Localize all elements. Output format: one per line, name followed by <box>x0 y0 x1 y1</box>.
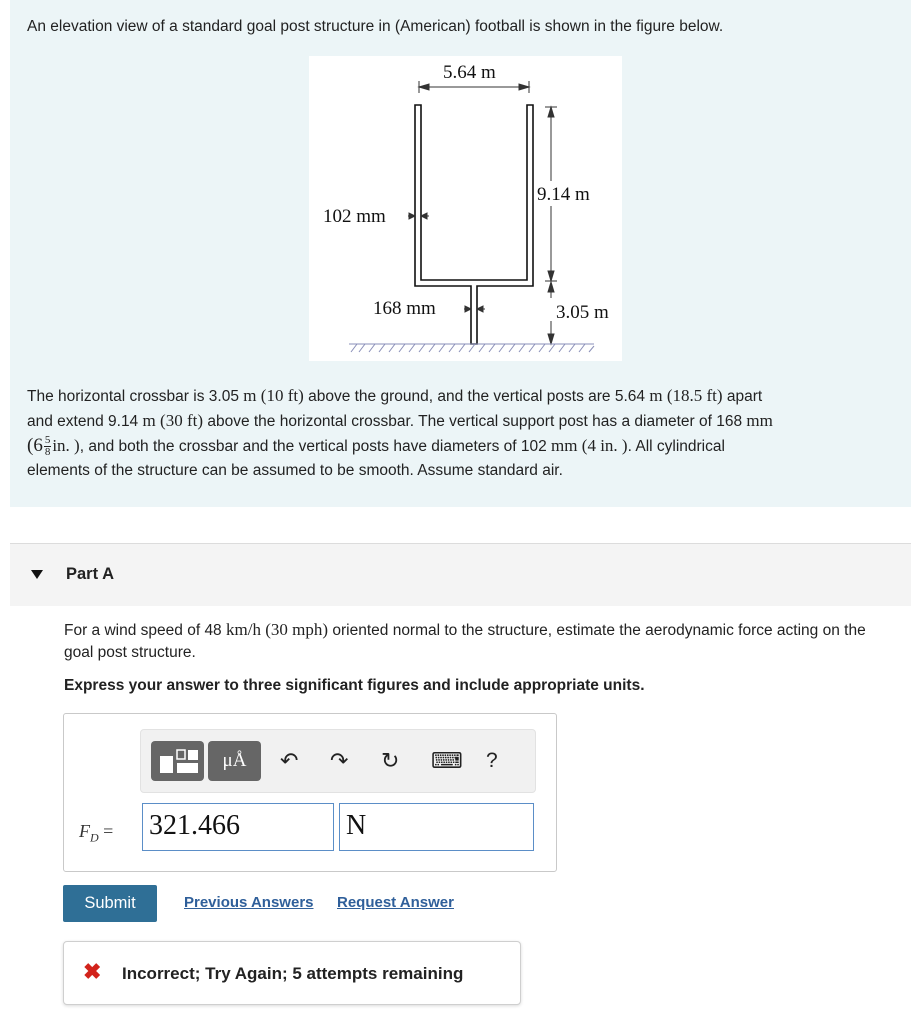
collapse-caret-icon[interactable] <box>31 570 43 579</box>
answer-instruction: Express your answer to three significant figures and include appropriate units. <box>64 677 645 694</box>
label-crossbar-height: 3.05 m <box>556 302 609 323</box>
submit-button[interactable]: Submit <box>63 885 157 922</box>
label-upright-height: 9.14 m <box>537 184 590 205</box>
undo-icon[interactable]: ↶ <box>280 748 299 773</box>
unit-input[interactable]: N <box>339 803 534 851</box>
previous-answers-link[interactable]: Previous Answers <box>184 894 314 911</box>
ground-hatch <box>349 344 594 352</box>
problem-intro: An elevation view of a standard goal post structure in (American) football is shown in the figure below. <box>27 18 724 35</box>
label-upright-diameter: 102 mm <box>323 206 386 227</box>
label-support-diameter: 168 mm <box>373 298 436 319</box>
fraction: $\frac{5}{8}$ <box>44 434 51 459</box>
keyboard-icon[interactable]: ⌨ <box>431 748 463 773</box>
problem-statement <box>10 0 911 507</box>
variable-label: $F_D$ = <box>79 821 114 845</box>
math-toolbar <box>140 729 536 793</box>
feedback-box <box>63 941 521 1005</box>
feedback-text: Incorrect; Try Again; 5 attempts remaining <box>122 964 464 983</box>
part-a-header[interactable] <box>10 543 911 606</box>
reset-icon[interactable]: ↻ <box>381 748 400 773</box>
help-icon[interactable]: ? <box>486 749 498 772</box>
units-button[interactable]: μÅ <box>208 741 261 781</box>
value-input[interactable]: 321.466 <box>142 803 334 851</box>
label-width: 5.64 m <box>443 62 496 83</box>
part-title: Part A <box>66 565 114 583</box>
request-answer-link[interactable]: Request Answer <box>337 894 454 911</box>
templates-icon <box>151 741 204 781</box>
goal-post-figure <box>309 56 622 361</box>
templates-button[interactable] <box>151 741 204 781</box>
problem-description: The horizontal crossbar is 3.05 m (10 ft) above the ground, and the vertical posts are 5.64 m (18.5 ft) apart and extend 9.14 m (30 ft) above the horizontal crossbar. The vertical support post has a diameter of 168 mm (6 $\frac{5}{8}$ in. ), and both the crossbar and the vertical posts have diameters of 102 mm (4 in. ). All cylindrical elements of the structure can be assumed to be smooth. Assume standard air. <box>27 386 773 479</box>
incorrect-icon: ✖ <box>83 959 102 984</box>
question-text: For a wind speed of 48 km/h (30 mph) oriented normal to the structure, estimate the aerodynamic force acting on the goal post structure. <box>64 620 866 661</box>
answer-box <box>63 713 557 872</box>
redo-icon[interactable]: ↷ <box>330 748 349 773</box>
